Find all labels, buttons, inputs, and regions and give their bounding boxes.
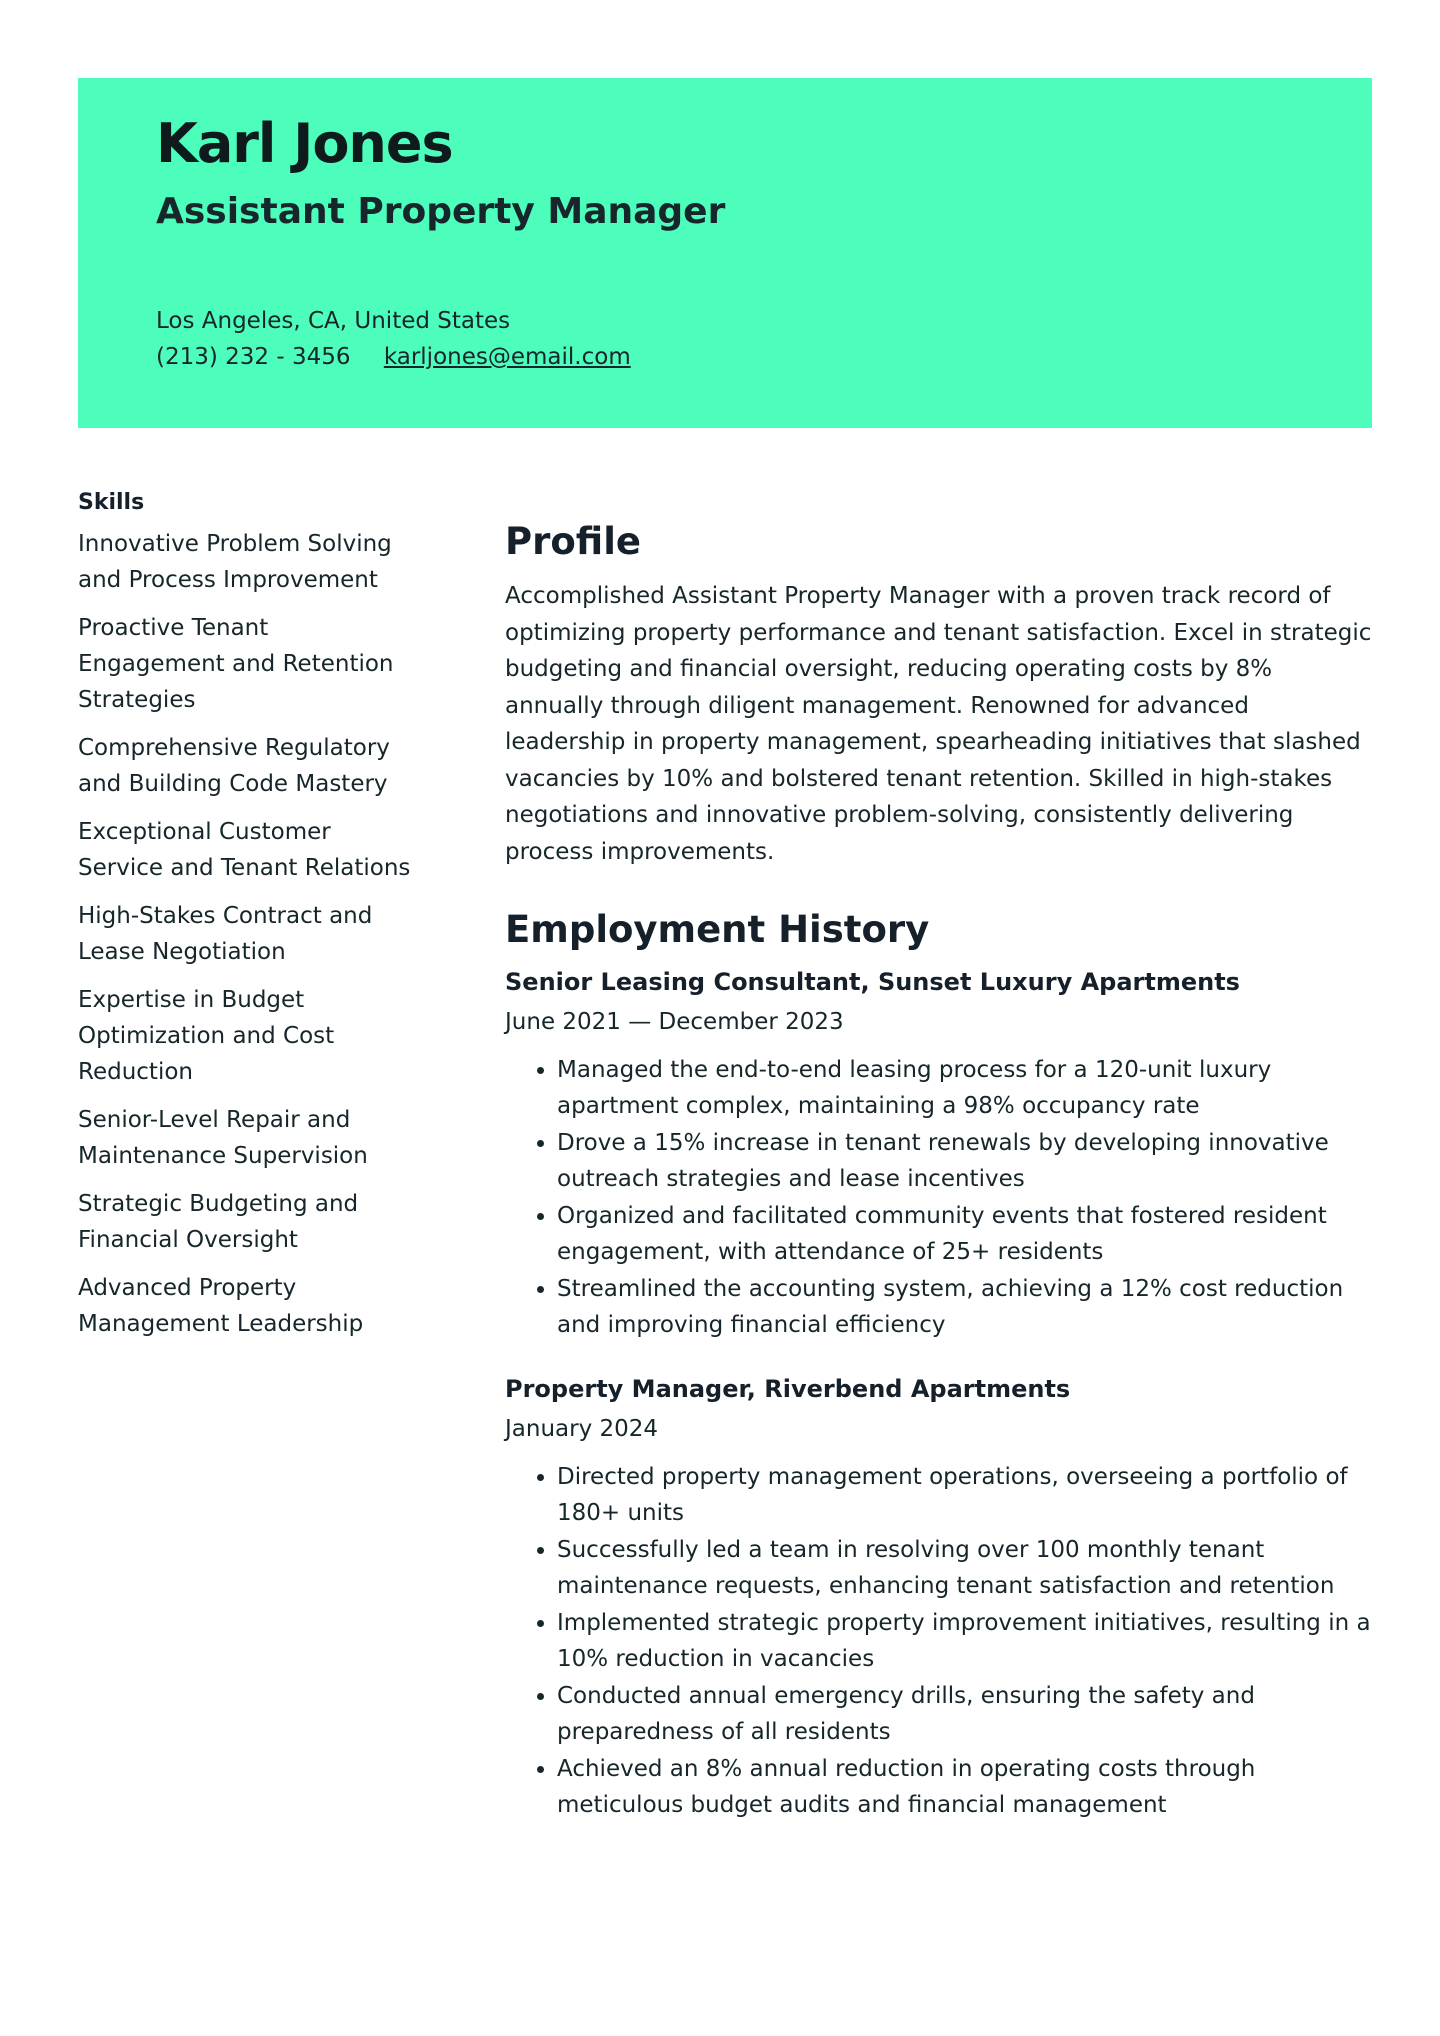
job-bullet: • Organized and facilitated community events that fostered resident engagement, with attendance of 25+ residents: [557, 1198, 1375, 1271]
candidate-title: Assistant Property Manager: [156, 191, 726, 232]
skill-item: Strategic Budgeting and Financial Oversight: [78, 1191, 359, 1254]
skill-item: Exceptional Customer Service and Tenant Relations: [78, 819, 411, 882]
main-content: [505, 520, 1375, 1854]
job-bullet: • Streamlined the accounting system, achieving a 12% cost reduction and improving financial efficiency: [557, 1271, 1375, 1344]
profile-heading: Profile: [505, 520, 641, 563]
skill-item: Proactive Tenant Engagement and Retention Strategies: [78, 615, 394, 714]
skill-item: Expertise in Budget Optimization and Cost Reduction: [78, 987, 335, 1086]
phone-number: (213) 232 - 3456: [156, 344, 351, 370]
job-bullets: [505, 1052, 1375, 1344]
job-entry: [505, 967, 1375, 1344]
skill-item: Senior-Level Repair and Maintenance Supervision: [78, 1107, 368, 1170]
employment-section: [505, 908, 1375, 1824]
skill-item: Innovative Problem Solving and Process Improvement: [78, 531, 392, 594]
employment-heading: Employment History: [505, 908, 930, 952]
profile-section: [505, 520, 1375, 870]
job-bullets: [505, 1459, 1375, 1824]
job-bullet: • Directed property management operations, overseeing a portfolio of 180+ units: [557, 1459, 1375, 1532]
job-heading: Property Manager, Riverbend Apartments: [505, 1374, 1071, 1403]
job-bullet: • Successfully led a team in resolving over 100 monthly tenant maintenance requests, enhancing tenant satisfaction and retention: [557, 1532, 1375, 1605]
job-heading: Senior Leasing Consultant, Sunset Luxury Apartments: [505, 967, 1240, 996]
candidate-name: Karl Jones: [156, 112, 453, 175]
job-bullet: • Managed the end-to-end leasing process for a 120-unit luxury apartment complex, maintaining a 98% occupancy rate: [557, 1052, 1375, 1125]
job-entry: [505, 1374, 1375, 1824]
job-bullet: • Implemented strategic property improvement initiatives, resulting in a 10% reduction in vacancies: [557, 1605, 1375, 1678]
job-bullet: • Conducted annual emergency drills, ensuring the safety and preparedness of all residents: [557, 1678, 1375, 1751]
skills-list: [78, 526, 418, 1342]
location: Los Angeles, CA, United States: [156, 308, 511, 334]
skills-sidebar: [78, 490, 418, 1354]
job-bullet: • Drove a 15% increase in tenant renewals by developing innovative outreach strategies and lease incentives: [557, 1125, 1375, 1198]
skill-item: High-Stakes Contract and Lease Negotiation: [78, 903, 373, 966]
job-dates: January 2024: [505, 1416, 659, 1443]
job-dates: June 2021 — December 2023: [505, 1008, 844, 1035]
skills-heading: Skills: [78, 490, 145, 515]
profile-summary: Accomplished Assistant Property Manager with a proven track record of optimizing property performance and tenant satisfaction. Excel in strategic budgeting and financial oversight, reducing operating costs by 8% annually through diligent management. Renowned for advanced leadership in property management, spearheading initiatives that slashed vacancies by 10% and bolstered tenant retention. Skilled in high-stakes negotiations and innovative problem-solving, consistently delivering process improvements.: [505, 583, 1372, 865]
resume-header: [78, 78, 1372, 428]
skill-item: Advanced Property Management Leadership: [78, 1275, 364, 1338]
email-link[interactable]: karljones@email.com: [383, 344, 631, 370]
contact-line: [156, 344, 631, 372]
job-bullet: • Achieved an 8% annual reduction in operating costs through meticulous budget audits and financial management: [557, 1751, 1375, 1824]
skill-item: Comprehensive Regulatory and Building Code Mastery: [78, 735, 390, 798]
